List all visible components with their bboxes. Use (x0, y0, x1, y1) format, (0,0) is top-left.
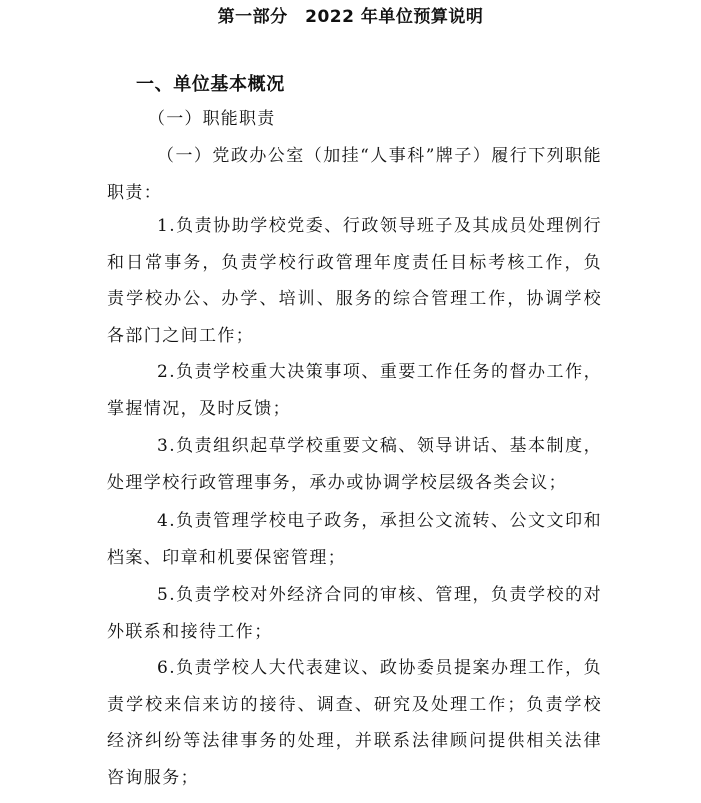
paragraph-item-5: 5.负责学校对外经济合同的审核、管理，负责学校的对外联系和接待工作； (107, 585, 602, 642)
paragraph-item-6: 6.负责学校人大代表建议、政协委员提案办理工作，负责学校来信来访的接待、调查、研究及处理工作；负责学校经济纠纷等法律事务的处理，并联系法律顾问提供相关法律咨询服务； (107, 658, 602, 788)
document-title: 第一部分 2022 年单位预算说明 (217, 7, 484, 27)
paragraph-office-duties: （一）党政办公室（加挂“人事科”牌子）履行下列职能职责： (107, 146, 602, 203)
section-heading: 一、单位基本概况 (136, 74, 285, 95)
paragraph-item-2: 2.负责学校重大决策事项、重要工作任务的督办工作，掌握情况，及时反馈； (107, 362, 602, 419)
paragraph-item-1: 1.负责协助学校党委、行政领导班子及其成员处理例行和日常事务，负责学校行政管理年度责任目标考核工作，负责学校办公、办学、培训、服务的综合管理工作，协调学校各部门之间工作； (107, 216, 602, 346)
paragraph-item-4: 4.负责管理学校电子政务，承担公文流转、公文文印和档案、印章和机要保密管理； (107, 511, 602, 568)
paragraph-item-3: 3.负责组织起草学校重要文稿、领导讲话、基本制度，处理学校行政管理事务，承办或协调学校层级各类会议； (107, 436, 602, 493)
subsection-heading: （一）职能职责 (148, 109, 276, 129)
